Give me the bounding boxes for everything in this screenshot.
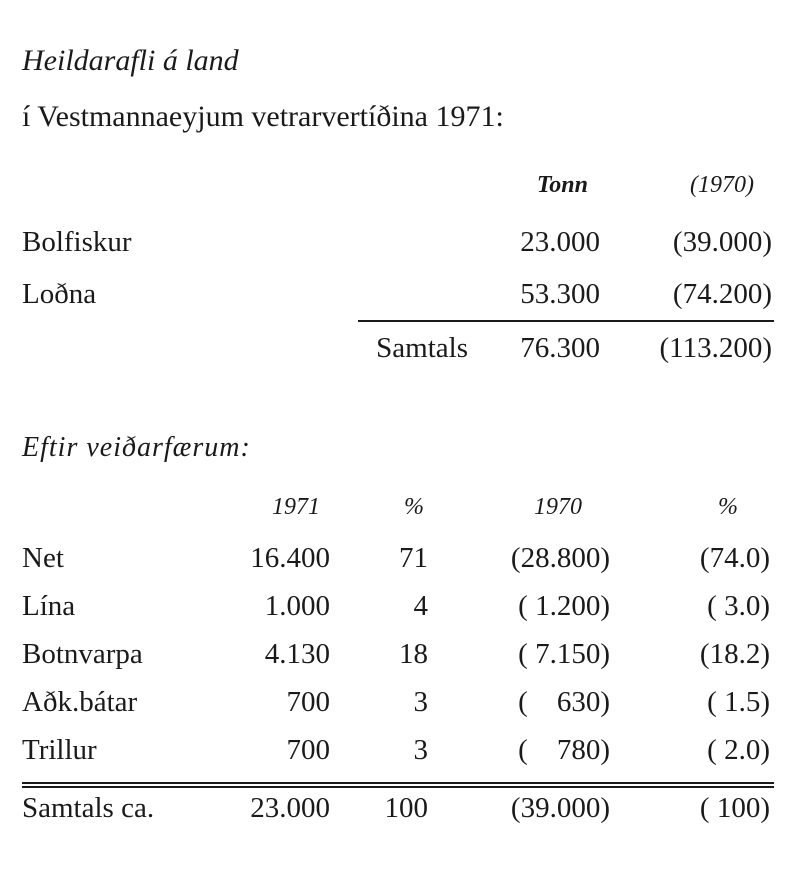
table-row [0, 638, 800, 678]
row-label: Trillur [22, 734, 97, 766]
row-label: Botnvarpa [22, 638, 143, 670]
table2-total-rule-top [22, 782, 774, 784]
row-label: Net [22, 542, 64, 574]
table2-header-pct1970: % [718, 494, 738, 520]
row-value-1971: 1.000 [264, 590, 330, 622]
table-row [0, 734, 800, 774]
table-row [0, 278, 800, 318]
row-label: Loðna [22, 278, 97, 310]
row-pct-1970: ( 3.0) [707, 590, 770, 622]
table2-total-rule-bottom [22, 786, 774, 788]
table2-header-row [0, 494, 800, 534]
row-pct-1970: (74.0) [699, 542, 770, 574]
row-pct-1971: 71 [399, 542, 428, 574]
total-label: Samtals [376, 332, 468, 364]
row-pct-1971: 18 [399, 638, 428, 670]
row-value-1971: 4.130 [264, 638, 330, 670]
row-pct-1970: (18.2) [699, 638, 770, 670]
row-pct-1970: ( 1.5) [707, 686, 770, 718]
row-value-1971: 700 [286, 734, 330, 766]
row-value-1970: ( 630) [518, 686, 610, 718]
row-label: Aðk.bátar [22, 686, 138, 718]
row-value-1970: ( 780) [518, 734, 610, 766]
row-pct-1971: 4 [413, 590, 428, 622]
table-row [0, 590, 800, 630]
row-value-1970: (28.800) [510, 542, 610, 574]
table1-total-rule [358, 320, 774, 322]
document-title: Heildarafli á land [22, 44, 239, 77]
table1-header-1970: (1970) [690, 172, 754, 198]
row-value-1970: ( 1.200) [518, 590, 610, 622]
table1-total-row [0, 332, 800, 372]
total-tonn: 76.300 [520, 332, 600, 364]
row-value-1970: ( 7.150) [518, 638, 610, 670]
row-value-1971: 16.400 [250, 542, 330, 574]
total-pct-1970: ( 100) [699, 792, 770, 824]
total-value-1971: 23.000 [250, 792, 330, 824]
row-pct-1971: 3 [413, 734, 428, 766]
total-prev: (113.200) [659, 332, 772, 364]
row-tonn: 23.000 [520, 226, 600, 258]
table-row [0, 686, 800, 726]
table2-header-1971: 1971 [272, 494, 320, 520]
table1-header-tonn: Tonn [536, 172, 588, 198]
row-pct-1970: ( 2.0) [707, 734, 770, 766]
total-label: Samtals ca. [22, 792, 155, 824]
total-pct-1971: 100 [384, 792, 428, 824]
document-subtitle: í Vestmannaeyjum vetrarvertíðina 1971: [22, 100, 504, 133]
table2-total-row [0, 792, 800, 832]
row-label: Bolfiskur [22, 226, 132, 258]
row-label: Lína [22, 590, 76, 622]
gear-section-title: Eftir veiðarfærum: [22, 432, 251, 463]
total-value-1970: (39.000) [510, 792, 610, 824]
table2-header-1970: 1970 [534, 494, 582, 520]
row-value-1971: 700 [286, 686, 330, 718]
row-prev: (39.000) [672, 226, 772, 258]
table-row [0, 226, 800, 266]
table2-header-pct1971: % [404, 494, 424, 520]
row-tonn: 53.300 [520, 278, 600, 310]
table-row [0, 542, 800, 582]
row-prev: (74.200) [672, 278, 772, 310]
table1-header-row [0, 172, 800, 212]
row-pct-1971: 3 [413, 686, 428, 718]
